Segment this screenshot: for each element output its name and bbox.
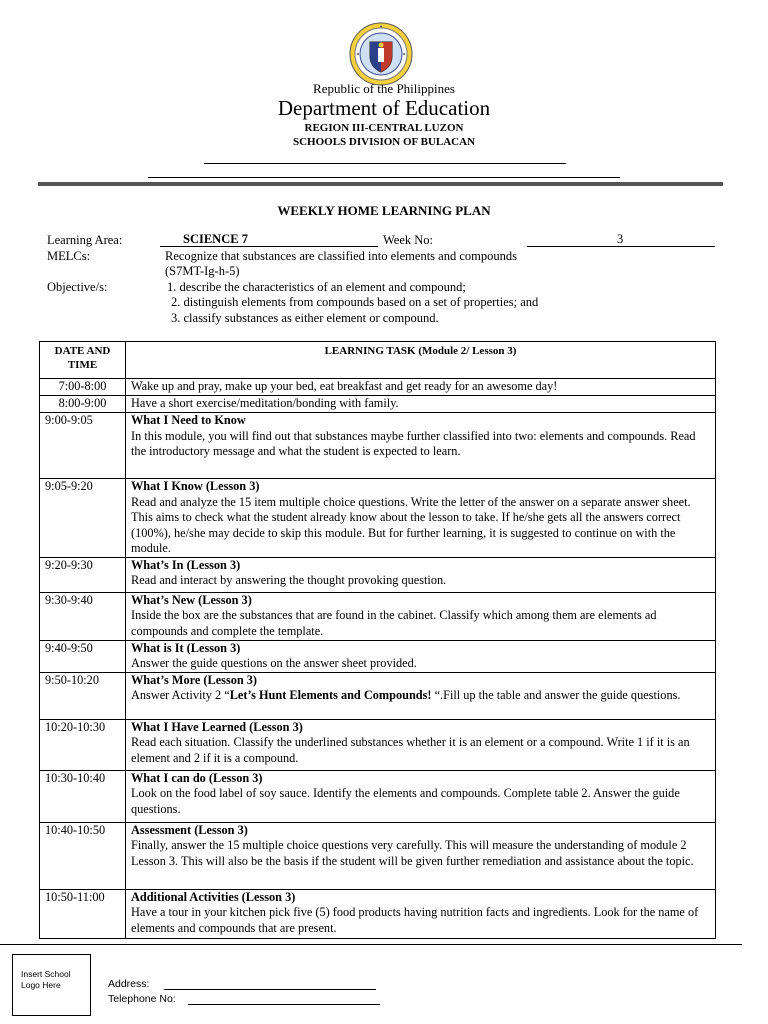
row-task [126,592,716,640]
week-value: 3 [617,232,624,246]
table-row [40,822,716,889]
table-row [40,557,716,592]
row-desc: In this module, you will find out that substances maybe further classified into two: elements and compounds. Read the introductory message and what the student is expected to learn. [131,428,696,458]
table-row [40,479,716,558]
header-divider [38,182,723,186]
row-desc-post: “.Fill up the table and answer the guide questions. [431,688,681,702]
row-time: 9:40-9:50 [40,640,126,672]
table-row [40,672,716,719]
melcs-label: MELCs: [47,249,91,263]
row-task [126,770,716,822]
table-row [40,396,716,413]
learning-area-label: Learning Area: [47,233,123,247]
row-title: What I Need to Know [131,413,246,427]
table-row [40,592,716,640]
row-time: 9:30-9:40 [40,592,126,640]
row-desc: Wake up and pray, make up your bed, eat breakfast and get ready for an awesome day! [126,379,716,396]
learning-area-value: SCIENCE 7 [183,232,248,246]
row-desc: Have a tour in your kitchen pick five (5) food products having nutrition facts and ingredients. Look for the name of elements and compounds that are present. [131,905,699,935]
row-time: 10:30-10:40 [40,770,126,822]
row-task [126,413,716,479]
telephone-label: Telephone No: [108,993,176,1005]
row-desc: Answer the guide questions on the answer sheet provided. [131,656,417,670]
division-heading: SCHOOLS DIVISION OF BULACAN [292,136,476,148]
table-row [40,413,716,479]
telephone-field-line [188,1004,380,1005]
row-task [126,719,716,770]
row-task [126,640,716,672]
row-desc: Read and analyze the 15 item multiple choice questions. Write the letter of the answer on a separate answer sheet. This aims to check what the student already know about the lesson to take. If he/she gets all the answers correct (100%), he/she may decide to skip this module. But for further learning, it is suggested to continue on with the module. [131,494,691,555]
table-header-row [40,342,716,379]
row-time: 8:00-9:00 [40,396,126,413]
table-row [40,719,716,770]
row-desc: Inside the box are the substances that are found in the cabinet. Classify which among them are elements ad compounds and complete the template. [131,608,657,638]
row-desc: Look on the food label of soy sauce. Identify the elements and compounds. Complete table 2. Answer the guide questions. [131,786,680,816]
objective-2: 2. distinguish elements from compounds based on a set of properties; and [171,295,539,309]
header-underline-1 [204,163,566,164]
row-desc [131,688,710,704]
row-time: 9:20-9:30 [40,557,126,592]
row-time: 9:05-9:20 [40,479,126,558]
row-title: What’s New (Lesson 3) [131,592,252,607]
row-desc: Read each situation. Classify the underlined substances whether it is an element or a compound. Write 1 if it is an element and 2 if it is a compound. [131,735,690,765]
row-time: 10:20-10:30 [40,719,126,770]
row-title: Assessment (Lesson 3) [131,822,248,837]
school-logo-placeholder-text: Insert School Logo Here [21,969,71,990]
row-title: What is It (Lesson 3) [131,640,241,655]
row-title: What’s More (Lesson 3) [131,672,258,687]
republic-heading: Republic of the Philippines [313,81,455,96]
deped-seal-logo [349,22,413,86]
row-desc: Finally, answer the 15 multiple choice questions very carefully. This will measure the understanding of module 2 Lesson 3. This will also be the basis if the student will be given further remediation and assistance about the topic. [131,838,694,868]
objectives-label: Objective/s: [47,280,108,294]
row-title: Additional Activities (Lesson 3) [131,889,296,904]
row-title: What I Know (Lesson 3) [131,479,260,493]
page-title: WEEKLY HOME LEARNING PLAN [277,203,491,218]
header-underline-2 [148,177,620,178]
row-task [126,557,716,592]
table-row [40,640,716,672]
col-header-learning-task: LEARNING TASK (Module 2/ Lesson 3) [126,342,716,379]
footer-divider [0,944,742,945]
address-label: Address: [108,978,150,990]
row-time: 9:50-10:20 [40,672,126,719]
row-time: 10:50-11:00 [40,889,126,938]
row-title: What I can do (Lesson 3) [131,770,263,785]
table-row [40,379,716,396]
row-desc-bold: Let’s Hunt Elements and Compounds! [229,688,432,702]
department-heading: Department of Education [277,96,491,120]
row-desc-pre: Answer Activity 2 “ [131,688,230,702]
row-time: 7:00-8:00 [40,379,126,396]
learning-plan-table [39,341,716,939]
row-title: What I Have Learned (Lesson 3) [131,719,303,734]
col-header-date-time: DATE AND TIME [40,342,126,379]
row-time: 10:40-10:50 [40,822,126,889]
address-field-line [164,989,376,990]
row-task [126,889,716,938]
melcs-text-2: (S7MT-Ig-h-5) [165,264,240,278]
row-title: What’s In (Lesson 3) [131,557,241,572]
melcs-text-1: Recognize that substances are classified into elements and compounds [165,249,517,263]
table-row [40,889,716,938]
school-logo-placeholder [12,954,91,1016]
row-desc: Have a short exercise/meditation/bonding with family. [126,396,716,413]
objective-1: 1. describe the characteristics of an element and compound; [167,280,466,294]
region-heading: REGION III-CENTRAL LUZON [304,122,464,134]
row-task [126,479,716,558]
table-row [40,770,716,822]
row-task [126,672,716,719]
row-time: 9:00-9:05 [40,413,126,479]
row-desc: Read and interact by answering the thought provoking question. [131,573,447,587]
row-task [126,822,716,889]
objective-3: 3. classify substances as either element or compound. [171,311,439,325]
week-label: Week No: [383,233,434,247]
